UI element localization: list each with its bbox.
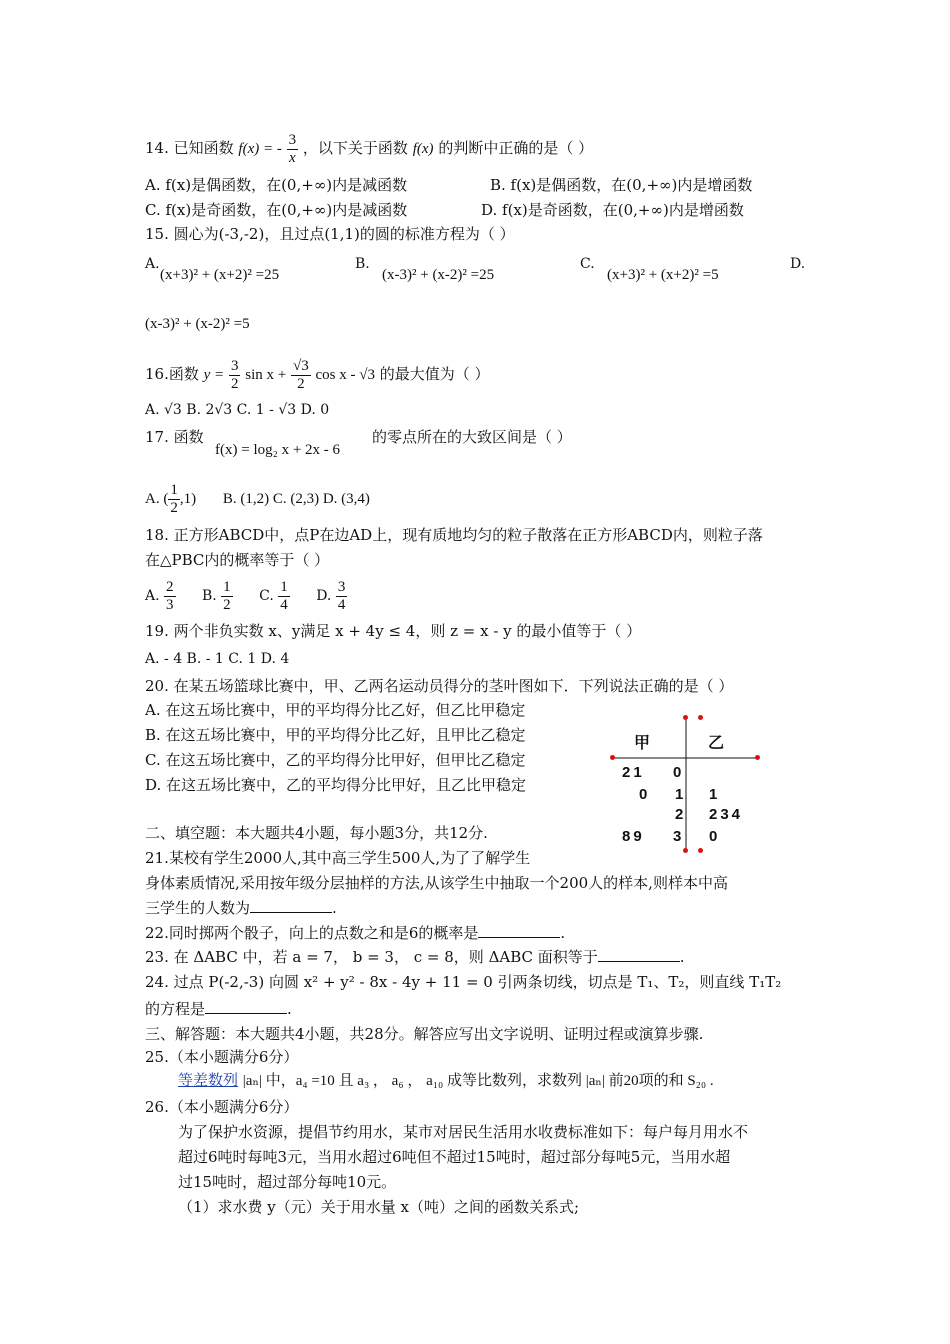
q14-suffix: 的判断中正确的是（ ） xyxy=(438,139,594,157)
q15-label-a: A. xyxy=(145,256,160,272)
q21-line-1: 21.某校有学生2000人,其中高三学生500人,为了了解学生 xyxy=(145,849,531,867)
q14-option-c: C. f(x)是奇函数，在(0,+∞)内是减函数 xyxy=(145,201,408,219)
q22-text: 22.同时掷两个骰子，向上的点数之和是6的概率是 xyxy=(145,924,479,942)
q23-end: . xyxy=(679,948,685,966)
q25-header: 25.（本小题满分6分） xyxy=(145,1048,299,1066)
q15-option-c: (x+3)² + (x+2)² =5 xyxy=(607,267,719,283)
q21-line-3 xyxy=(145,898,337,918)
q18-label-a: A. xyxy=(145,588,160,604)
q20-option-c: C. 在这五场比赛中，乙的平均得分比甲好，但甲比乙稳定 xyxy=(145,751,526,769)
stem-leaf-header-left: 甲 xyxy=(634,733,651,752)
q18-fraction-d: $\frac{3}{4}$ xyxy=(337,578,346,613)
q17-function: f(x) = log₂ x + 2x - 6 xyxy=(215,442,341,458)
stem-leaf-header-right: 乙 xyxy=(708,733,725,752)
q14-func-lhs: f(x) = - xyxy=(238,141,282,157)
q18-line-1: 18. 正方形ABCD中，点P在边AD上，现有质地均匀的粒子散落在正方形ABCD内，则粒子落 xyxy=(145,526,763,544)
q26-sub-1: （1）求水费 y（元）关于用水量 x（吨）之间的函数关系式; xyxy=(178,1198,580,1216)
q14-fraction: $\frac{3}{x}$ xyxy=(288,131,297,166)
q16-stem xyxy=(145,352,490,396)
q25-text: |aₙ| 中，a₄ =10 且 a₃ ， a₆ ， a₁₀ 成等比数列，求数列 |aₙ| 前20项的和 S₂₀ . xyxy=(242,1073,714,1089)
plot-handle-dot xyxy=(683,848,688,853)
q17-option-a-tail: ,1) xyxy=(179,491,197,507)
plot-handle-dot xyxy=(755,755,760,760)
q18-line-2: 在△PBC内的概率等于（ ） xyxy=(145,551,330,569)
plot-handle-dot xyxy=(683,715,688,720)
q14-mid: ，以下关于函数 xyxy=(302,139,408,157)
q24-end: . xyxy=(287,1000,292,1018)
q22 xyxy=(145,923,565,943)
q16-fraction-1: $\frac{3}{2}$ xyxy=(230,357,239,392)
q26-line-2: 超过6吨时每吨3元，当用水超过6吨但不超过15吨时，超过部分每吨5元，当用水超 xyxy=(178,1148,731,1166)
q20-stem: 20. 在某五场篮球比赛中，甲、乙两名运动员得分的茎叶图如下．下列说法正确的是（ ） xyxy=(145,677,734,695)
q16-fraction-2: $\frac{√3}{2}$ xyxy=(292,357,309,392)
q17-options xyxy=(145,478,370,518)
section-2-heading: 二、填空题：本大题共4小题，每小题3分，共12分. xyxy=(145,824,488,842)
q14-func-name: f(x) xyxy=(412,141,434,157)
q17-option-a-label: A. ( xyxy=(145,491,169,507)
q15-stem: 15. 圆心为(-3,-2)，且过点(1,1)的圆的标准方程为（ ） xyxy=(145,225,515,243)
q15-option-a: (x+3)² + (x+2)² =25 xyxy=(160,267,280,283)
q24-answer-blank[interactable] xyxy=(205,999,287,1014)
leaf-right: 234 xyxy=(709,806,744,823)
q18-label-b: B. xyxy=(201,588,217,604)
q17-option-a-fraction: $\frac{1}{2}$ xyxy=(170,481,178,516)
q24-line-2 xyxy=(145,999,292,1019)
section-3-heading: 三、解答题：本大题共4小题，共28分。解答应写出文字说明、证明过程或演算步骤. xyxy=(145,1025,704,1043)
q18-options xyxy=(145,576,347,616)
q18-fraction-a: $\frac{2}{3}$ xyxy=(166,578,174,613)
q18-label-d: D. xyxy=(316,588,332,604)
q18-fraction-c: $\frac{1}{4}$ xyxy=(280,578,288,613)
q18-fraction-b: $\frac{1}{2}$ xyxy=(223,578,231,613)
q16-y-eq: y = xyxy=(203,367,225,383)
q14-stem xyxy=(145,128,593,168)
q15-label-b: B. xyxy=(355,256,370,272)
q21-end: . xyxy=(332,899,337,917)
q22-end: . xyxy=(560,924,566,942)
q26-line-1: 为了保护水资源，提倡节约用水，某市对居民生活用水收费标准如下：每户每月用水不 xyxy=(178,1123,749,1141)
q14-option-d: D. f(x)是奇函数，在(0,+∞)内是增函数 xyxy=(481,201,744,219)
q25-body xyxy=(178,1070,714,1091)
q16-options: A. √3 B. 2√3 C. 1 - √3 D. 0 xyxy=(145,402,330,418)
leaf-left: 0 xyxy=(639,786,651,803)
q19-stem: 19. 两个非负实数 x、y满足 x + 4y ≤ 4，则 z = x - y 的最小值等于（ ） xyxy=(145,622,642,640)
q20-option-a: A. 在这五场比赛中，甲的平均得分比乙好，但乙比甲稳定 xyxy=(145,701,526,719)
stem-value: 0 xyxy=(673,764,685,781)
q17-stem-suffix: 的零点所在的大致区间是（ ） xyxy=(372,428,572,446)
q21-line-2: 身体素质情况,采用按年级分层抽样的方法,从该学生中抽取一个200人的样本,则样本中高 xyxy=(145,874,728,892)
q19-options: A. - 4 B. - 1 C. 1 D. 4 xyxy=(145,651,290,667)
leaf-left: 89 xyxy=(622,828,645,845)
q16-mid-2: cos x - √3 xyxy=(315,367,375,383)
leaf-right: 1 xyxy=(709,786,721,803)
q23-answer-blank[interactable] xyxy=(598,947,680,962)
plot-handle-dot xyxy=(698,848,703,853)
q20-option-b: B. 在这五场比赛中，甲的平均得分比乙好，且甲比乙稳定 xyxy=(145,726,526,744)
stem-value: 1 xyxy=(675,786,687,803)
q17-options-rest: B. (1,2) C. (2,3) D. (3,4) xyxy=(222,491,370,507)
q14-option-b: B. f(x)是偶函数，在(0,+∞)内是增函数 xyxy=(490,176,753,194)
q14-prefix: 14. 已知函数 xyxy=(145,139,234,157)
q15-option-d: (x-3)² + (x-2)² =5 xyxy=(145,316,250,332)
q21-answer-blank[interactable] xyxy=(250,898,332,913)
arithmetic-sequence-link[interactable]: 等差数列 xyxy=(178,1071,239,1089)
stem-value: 3 xyxy=(673,828,685,845)
q24-text: 的方程是 xyxy=(145,1000,206,1018)
q16-suffix: 的最大值为（ ） xyxy=(379,365,490,383)
q16-mid-1: sin x + xyxy=(245,367,287,383)
q26-line-3: 过15吨时，超过部分每吨10元。 xyxy=(178,1173,397,1191)
q17-stem-prefix: 17. 函数 xyxy=(145,428,204,446)
q24-line-1: 24. 过点 P(-2,-3) 向圆 x² + y² - 8x - 4y + 11 = 0 引两条切线，切点是 T₁、T₂，则直线 T₁T₂ xyxy=(145,973,782,991)
q23-text: 23. 在 ΔABC 中，若 a = 7， b = 3， c = 8，则 ΔABC 面积等于 xyxy=(145,948,598,966)
q15-label-d: D. xyxy=(790,256,806,272)
leaf-right: 0 xyxy=(709,828,721,845)
q15-option-b: (x-3)² + (x-2)² =25 xyxy=(382,267,495,283)
q22-answer-blank[interactable] xyxy=(478,923,560,938)
q21-text: 三学生的人数为 xyxy=(145,899,251,917)
plot-handle-dot xyxy=(698,715,703,720)
q14-option-a: A. f(x)是偶函数，在(0,+∞)内是减函数 xyxy=(145,176,408,194)
q26-header: 26.（本小题满分6分） xyxy=(145,1098,299,1116)
stem-leaf-plot xyxy=(612,712,772,857)
leaf-left: 21 xyxy=(622,764,645,781)
plot-handle-dot xyxy=(610,755,615,760)
q15-label-c: C. xyxy=(580,256,595,272)
q20-option-d: D. 在这五场比赛中，乙的平均得分比甲好，且乙比甲稳定 xyxy=(145,776,527,794)
stem-value: 2 xyxy=(675,806,687,823)
q16-prefix: 16.函数 xyxy=(145,365,199,383)
q18-label-c: C. xyxy=(259,588,274,604)
q23 xyxy=(145,947,685,967)
